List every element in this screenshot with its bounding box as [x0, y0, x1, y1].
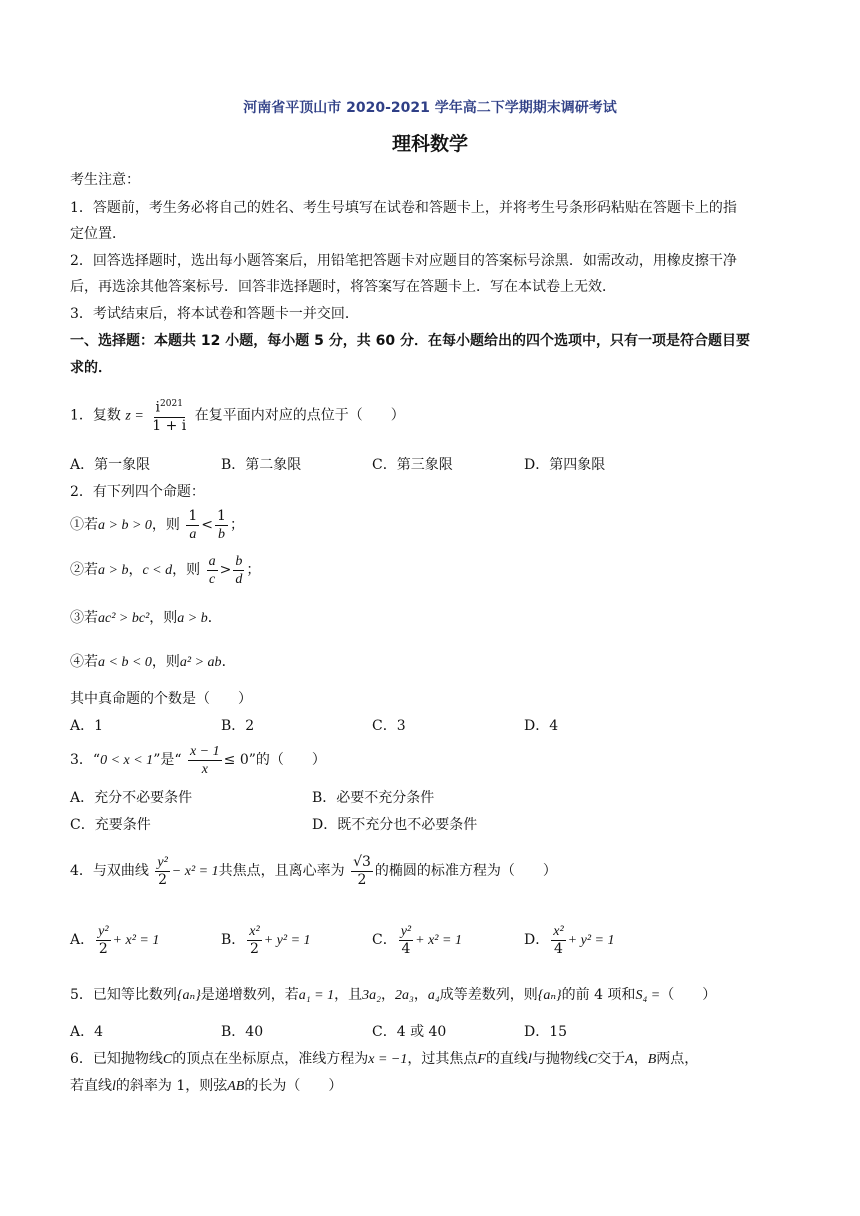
question-6: 6．已知抛物线C的顶点在坐标原点，准线方程为x = −1，过其焦点F的直线l与抛物线C交于A，B两点，: [70, 1051, 699, 1067]
section-heading: 一、选择题：本题共 12 小题，每小题 5 分，共 60 分．在每小题给出的四个选项中，只有一项是符合题目要: [70, 333, 750, 349]
proposition-2: ②若a > b，c < d，则 $\frac{a}{c}$ > $\frac{b}{d}$ ；: [70, 553, 261, 587]
notice-item-1: 1．答题前，考生务必将自己的姓名、考生号填写在试卷和答题卡上，并将考生号条形码粘贴在答题卡上的指: [70, 200, 737, 216]
exam-subject: 理科数学: [391, 133, 468, 155]
q1-option-a: A．第一象限: [70, 457, 151, 473]
question-6-cont: 若直线l的斜率为 1，则弦AB的长为（ ）: [70, 1078, 343, 1094]
proposition-1: ①若a > b > 0，则 $\frac{1}{a}$ < $\frac{1}{b}$ ；: [70, 507, 244, 542]
notice-heading: 考生注意：: [70, 172, 140, 188]
q5-option-c: C．4 或 40: [372, 1024, 447, 1040]
notice-item-2: 2．回答选择题时，选出每小题答案后，用铅笔把答题卡对应题目的答案标号涂黑．如需改动，用橡皮擦干净: [70, 253, 737, 269]
question-2: 2．有下列四个命题：: [70, 484, 205, 500]
question-3: 3．“0 < x < 1”是“ $\frac{x - 1}{x}$ ≤ 0”的（ ）: [70, 743, 326, 777]
q2-option-d: D．4: [524, 718, 559, 734]
notice-item-2-cont: 后，再选涂其他答案标号．回答非选择题时，将答案写在答题卡上．写在本试卷上无效．: [70, 279, 616, 295]
q2-option-c: C．3: [372, 718, 406, 734]
proposition-4: ④若a < b < 0，则a² > ab．: [70, 654, 236, 670]
q2-option-a: A．1: [70, 718, 104, 734]
proposition-3: ③若ac² > bc²，则a > b．: [70, 610, 222, 626]
q2-question: 其中真命题的个数是（ ）: [70, 691, 252, 707]
question-1: 1．复数 z = $\frac{i^{2021}}{1 + i}$ 在复平面内对应的点位于（ ）: [70, 396, 405, 435]
question-4: 4．与双曲线 $\frac{\text{y²}}{2}$ − x² = 1共焦点，且离心率为 $\frac{√3}{2}$ 的椭圆的标准方程为（ ）: [70, 853, 557, 888]
q4-option-b: B． $\frac{\text{x²}}{2}$ + y² = 1: [221, 923, 311, 957]
section-heading-cont: 求的．: [70, 360, 112, 376]
q1-fraction: $\frac{i^{2021}}{1 + i}$: [150, 396, 188, 435]
exam-title: 河南省平顶山市 2020-2021 学年高二下学期期末调研考试: [243, 100, 617, 116]
q1-option-d: D．第四象限: [524, 457, 606, 473]
notice-item-3: 3．考试结束后，将本试卷和答题卡一并交回．: [70, 306, 359, 322]
q3-option-c: C．充要条件: [70, 817, 151, 833]
q4-option-a: A． $\frac{\text{y²}}{2}$ + x² = 1: [70, 923, 160, 957]
q4-option-d: D． $\frac{\text{x²}}{4}$ + y² = 1: [524, 923, 615, 957]
q3-option-a: A．充分不必要条件: [70, 790, 193, 806]
q5-option-b: B．40: [221, 1024, 264, 1040]
q3-option-d: D．既不充分也不必要条件: [312, 817, 478, 833]
q3-option-b: B．必要不充分条件: [312, 790, 435, 806]
question-5: 5．已知等比数列{aₙ}是递增数列，若a₁ = 1，且3a₂，2a₃，a₄成等差数列，则{aₙ}的前 4 项和S₄ =（ ）: [70, 987, 717, 1003]
q4-option-c: C． $\frac{\text{y²}}{4}$ + x² = 1: [372, 923, 462, 957]
q5-option-a: A．4: [70, 1024, 104, 1040]
q1-option-c: C．第三象限: [372, 457, 453, 473]
q1-option-b: B．第二象限: [221, 457, 302, 473]
notice-item-1-cont: 定位置．: [70, 226, 126, 242]
q5-option-d: D．15: [524, 1024, 568, 1040]
q2-option-b: B．2: [221, 718, 255, 734]
